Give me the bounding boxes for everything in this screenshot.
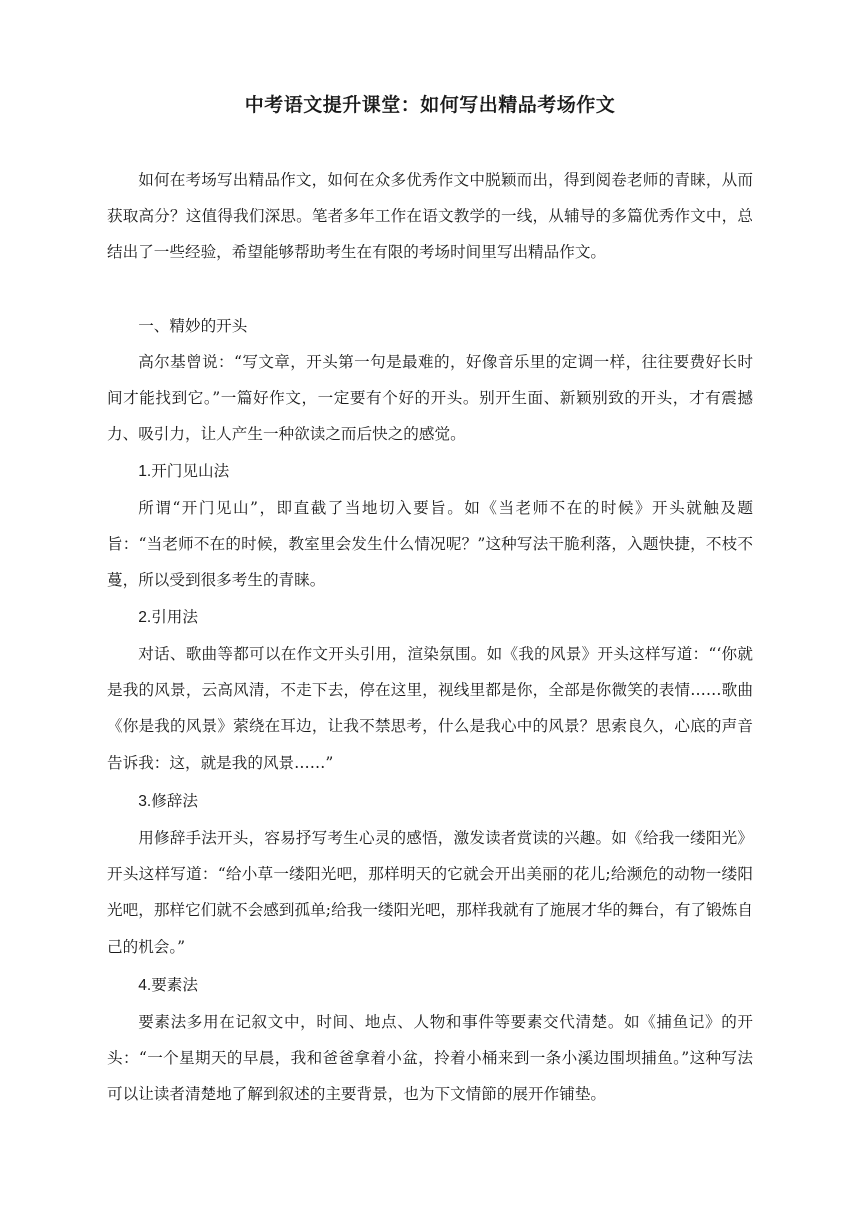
section-paragraph-opening: 高尔基曾说：“写文章，开头第一句是最难的，好像音乐里的定调一样，往往要费好长时间才能找到它。”一篇好作文，一定要有个好的开头。别开生面、新颖别致的开头，才有震撼力、吸引力，让人产生一种欲读之而后快之的感觉。 xyxy=(107,353,753,444)
section-heading-opening: 一、精妙的开头 xyxy=(138,317,248,335)
intro-paragraph: 如何在考场写出精品作文，如何在众多优秀作文中脱颖而出，得到阅卷老师的青睐，从而获取高分？这值得我们深思。笔者多年工作在语文教学的一线，从辅导的多篇优秀作文中，总结出了一些经验，希望能够帮助考生在有限的考场时间里写出精品作文。 xyxy=(107,171,753,262)
method-paragraph-4: 要素法多用在记叙文中，时间、地点、人物和事件等要素交代清楚。如《捕鱼记》的开头：“一个星期天的早晨，我和爸爸拿着小盆，拎着小桶来到一条小溪边围坝捕鱼。”这种写法可以让读者清楚地了解到叙述的主要背景，也为下文情節的展开作铺垫。 xyxy=(107,1013,753,1104)
method-paragraph-3: 用修辞手法开头，容易抒写考生心灵的感悟，激发读者赏读的兴趣。如《给我一缕阳光》开头这样写道：“给小草一缕阳光吧，那样明天的它就会开出美丽的花儿;给濒危的动物一缕阳光吧，那样它们就不会感到孤单;给我一缕阳光吧，那样我就有了施展才华的舞台，有了锻炼自己的机会。” xyxy=(107,829,753,956)
method-heading-2: 2.引用法 xyxy=(138,609,198,626)
method-paragraph-1: 所谓“开门见山”，即直截了当地切入要旨。如《当老师不在的时候》开头就触及题旨：“当老师不在的时候，教室里会发生什么情况呢？”这种写法干脆利落，入题快捷，不枝不蔓，所以受到很多考生的青睐。 xyxy=(107,499,753,590)
method-heading-1: 1.开门见山法 xyxy=(138,463,230,480)
document-title: 中考语文提升课堂：如何写出精品考场作文 xyxy=(244,94,616,116)
method-heading-3: 3.修辞法 xyxy=(138,793,198,810)
method-paragraph-2: 对话、歌曲等都可以在作文开头引用，渲染氛围。如《我的风景》开头这样写道：“‘你就是我的风景，云高风清，不走下去，停在这里，视线里都是你，全部是你微笑的表情……歌曲《你是我的风景》萦绕在耳边，让我不禁思考，什么是我心中的风景？思索良久，心底的声音告诉我：这，就是我的风景……” xyxy=(107,645,753,772)
method-heading-4: 4.要素法 xyxy=(138,977,198,994)
